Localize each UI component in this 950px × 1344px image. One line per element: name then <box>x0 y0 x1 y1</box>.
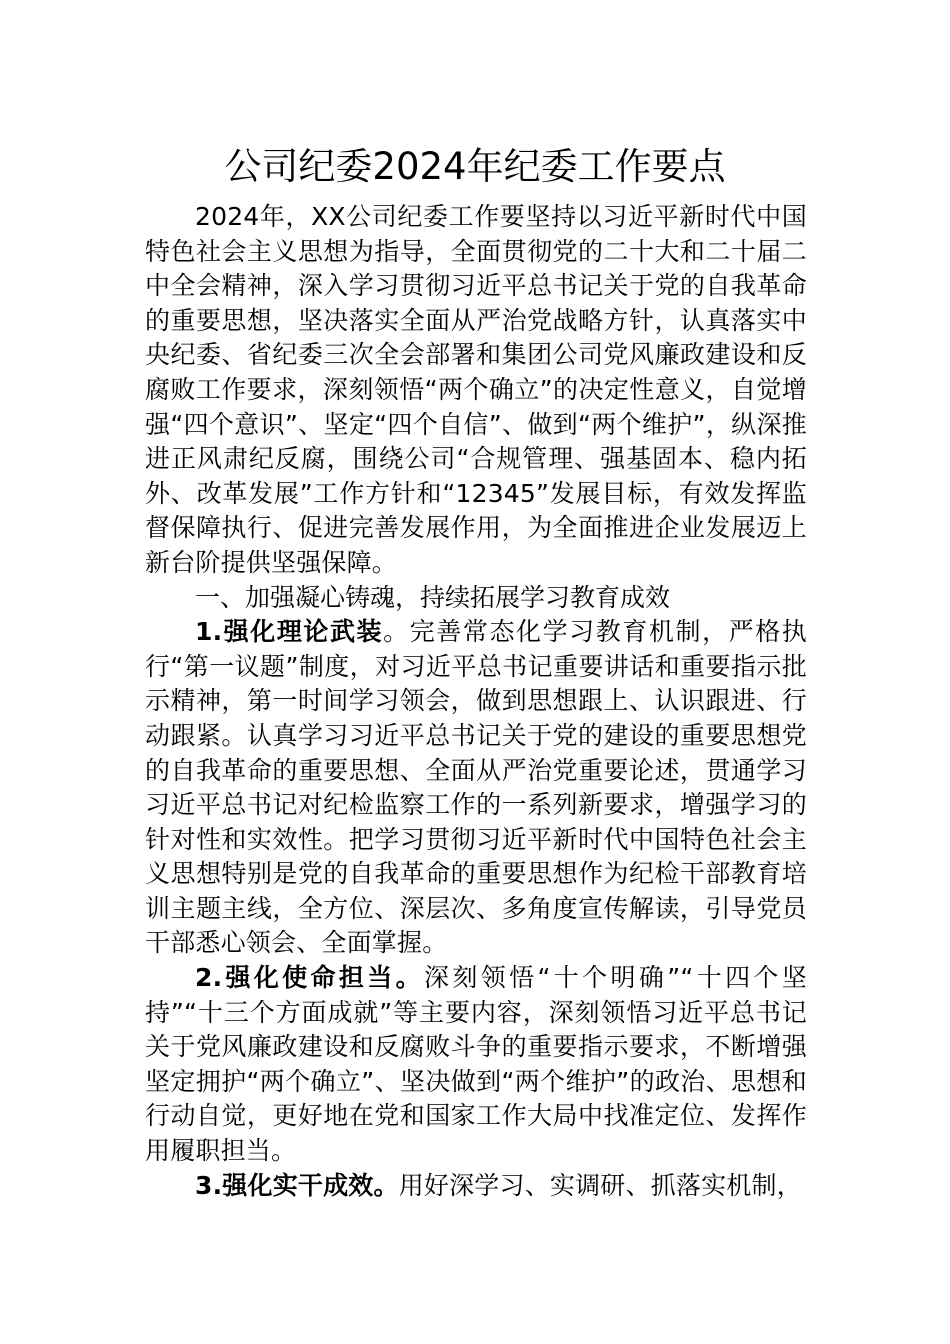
item-1-lead: 1.强化理论武装 <box>195 617 384 647</box>
item-2-lead: 2.强化使命担当。 <box>195 963 425 993</box>
item-1-text: 。完善常态化学习教育机制，严格执行“第一议题”制度，对习近平总书记重要讲话和重要指示批示精神，第一时间学习领会，做到思想跟上、认识跟进、行动跟紧。认真学习习近平总书记关于党的建设的重要思想党的自我革命的重要思想、全面从严治党重要论述，贯通学习习近平总书记对纪检监察工作的一系列新要求，增强学习的针对性和实效性。把学习贯彻习近平新时代中国特色社会主义思想特别是党的自我革命的重要思想作为纪检干部教育培训主题主线，全方位、深层次、多角度宣传解读，引导党员干部悉心领会、全面掌握。 <box>145 617 807 958</box>
item-2-paragraph <box>145 961 807 1169</box>
item-3-lead: 3.强化实干成效。 <box>195 1170 399 1200</box>
item-3-text: 用好深学习、实调研、抓落实机制， <box>398 1170 802 1200</box>
item-1-paragraph <box>145 615 807 961</box>
item-2-text: 深刻领悟“十个明确”“十四个坚持”“十三个方面成就”等主要内容，深刻领悟习近平总书记关于党风廉政建设和反腐败斗争的重要指示要求，不断增强坚定拥护“两个确立”、坚决做到“两个维护”的政治、思想和行动自觉，更好地在党和国家工作大局中找准定位、发挥作用履职担当。 <box>145 963 807 1166</box>
intro-paragraph: 2024年，XX公司纪委工作要坚持以习近平新时代中国特色社会主义思想为指导，全面贯彻党的二十大和二十届二中全会精神，深入学习贯彻习近平总书记关于党的自我革命的重要思想，坚决落实全面从严治党战略方针，认真落实中央纪委、省纪委三次全会部署和集团公司党风廉政建设和反腐败工作要求，深刻领悟“两个确立”的决定性意义，自觉增强“四个意识”、坚定“四个自信”、做到“两个维护”，纵深推进正风肃纪反腐，围绕公司“合规管理、强基固本、稳内拓外、改革发展”工作方针和“12345”发展目标，有效发挥监督保障执行、促进完善发展作用，为全面推进企业发展迈上新台阶提供坚强保障。 <box>145 202 807 577</box>
item-3-paragraph <box>145 1169 807 1204</box>
document-body <box>145 200 807 1203</box>
document-title: 公司纪委2024年纪委工作要点 <box>224 145 726 188</box>
section-heading-1: 一、加强凝心铸魂，持续拓展学习教育成效 <box>195 582 671 612</box>
